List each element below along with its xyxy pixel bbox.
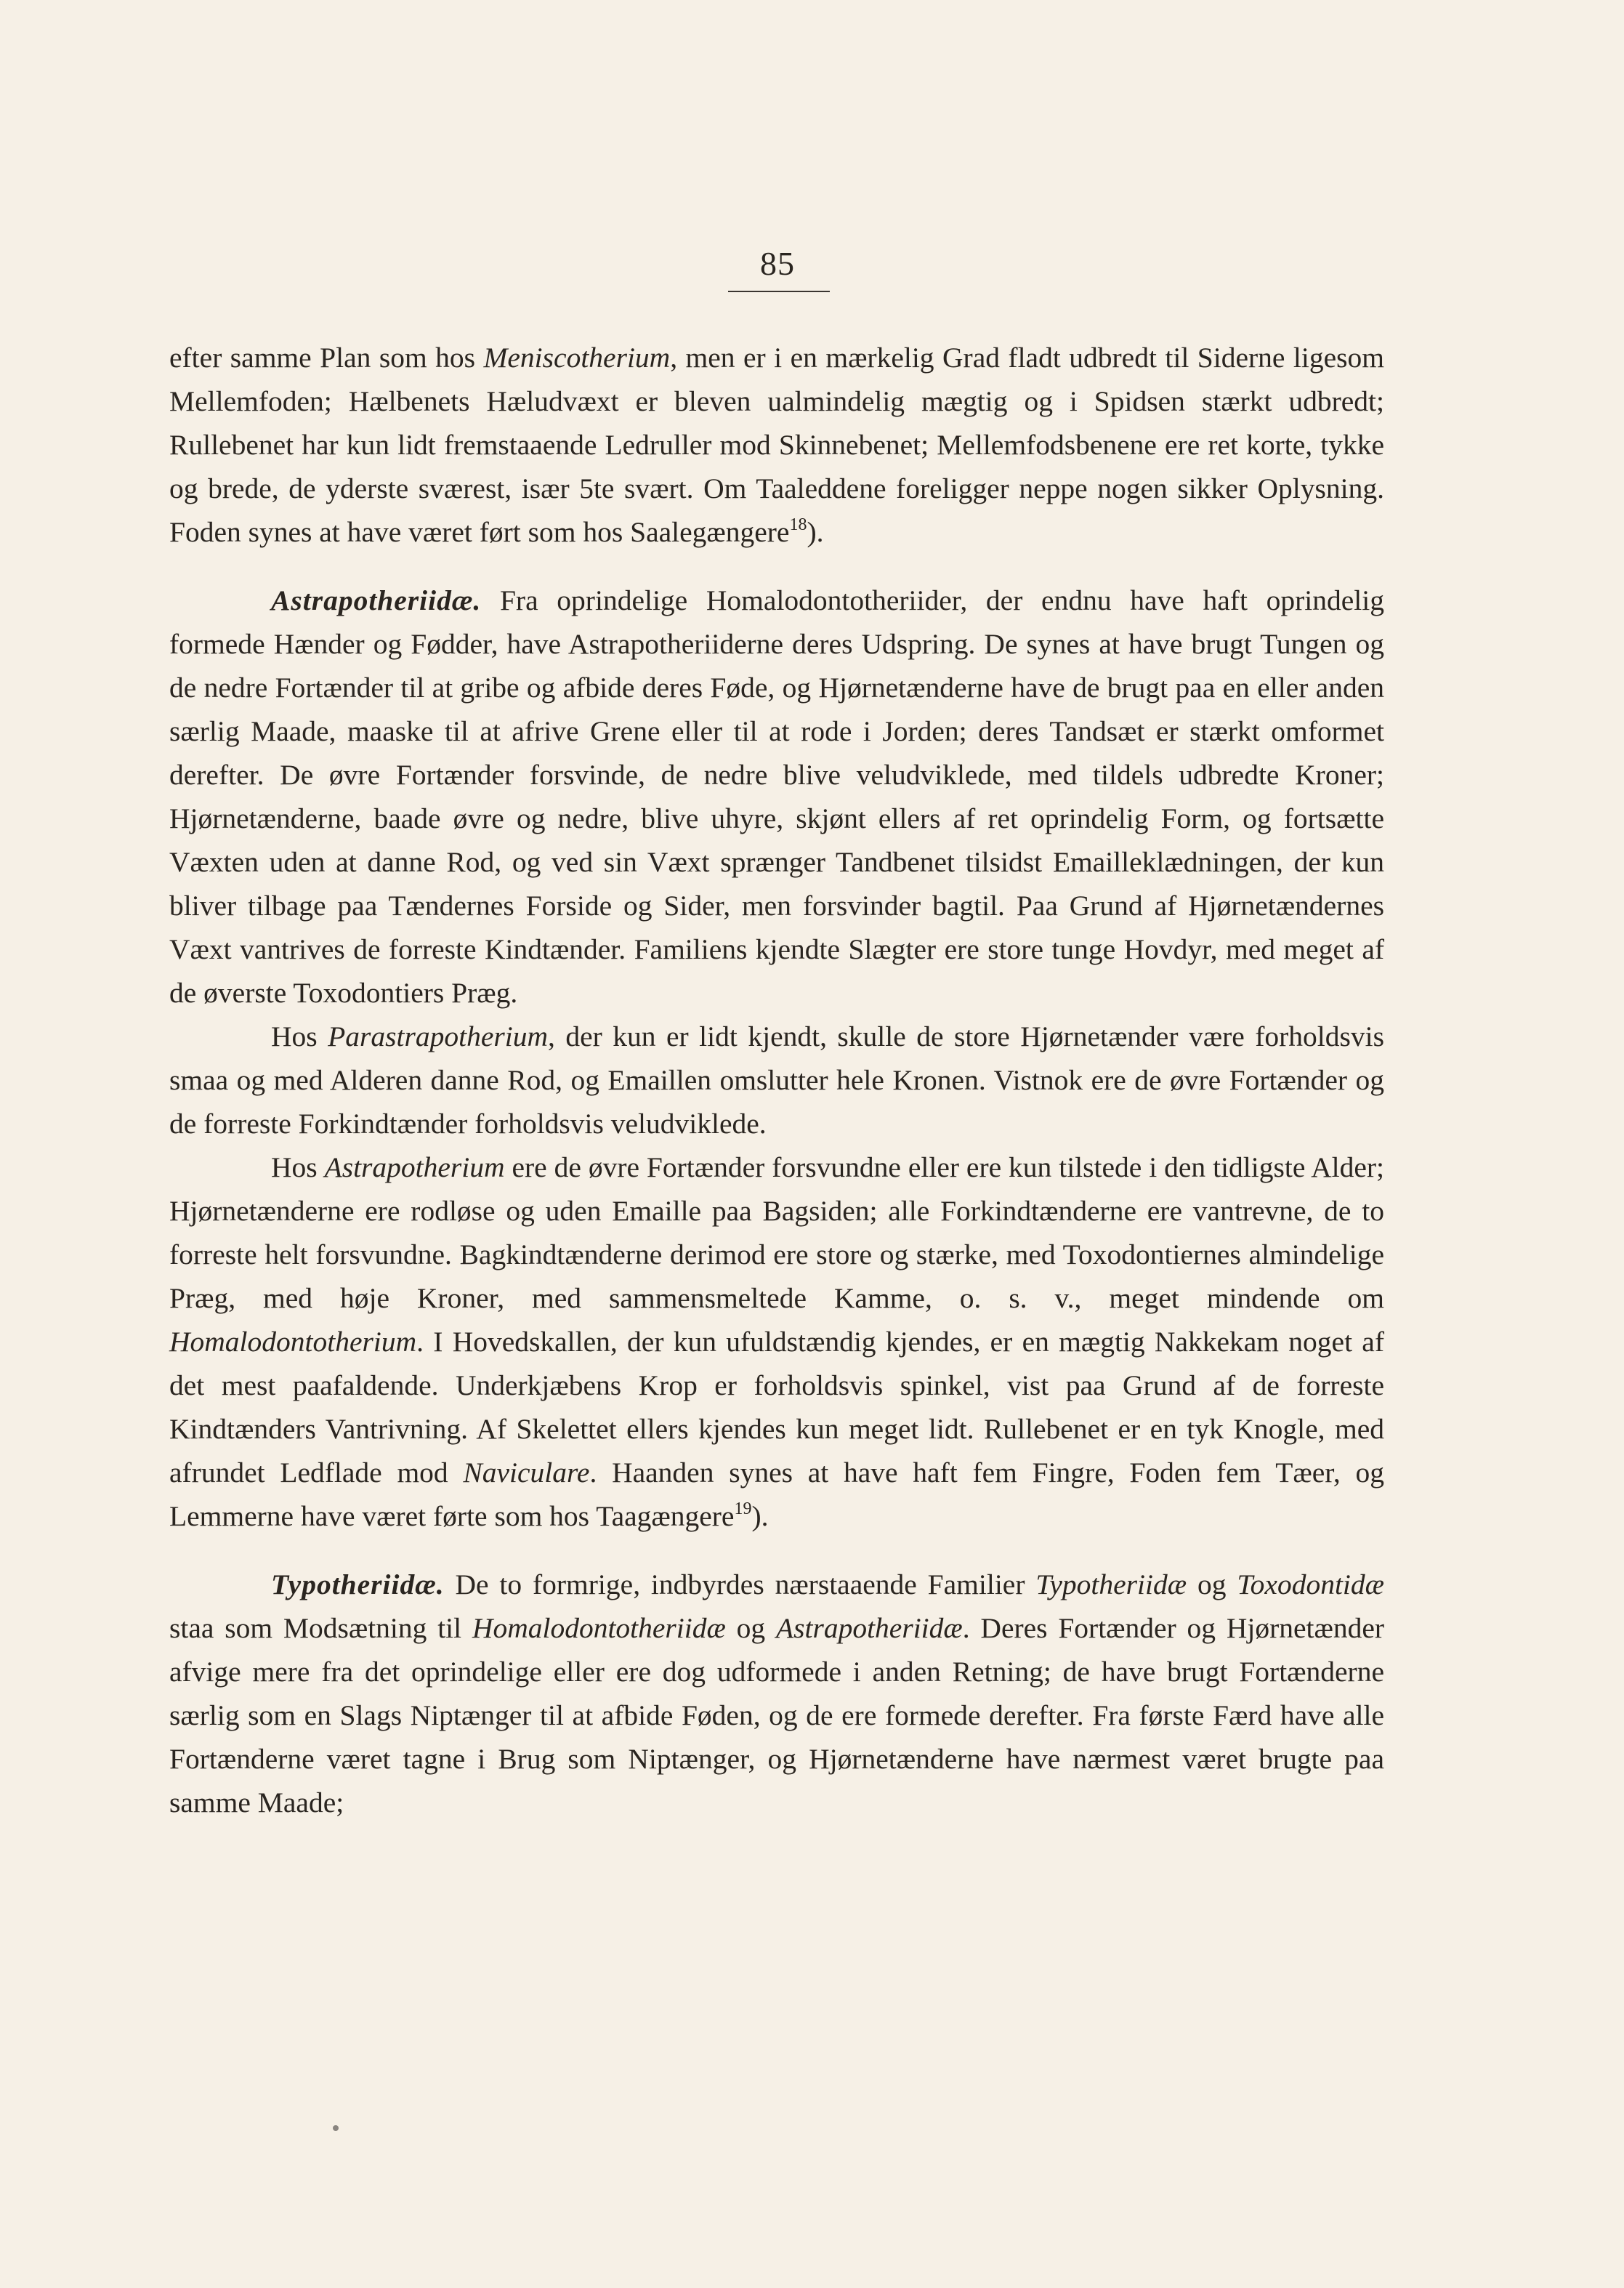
page-number: 85 (760, 245, 795, 282)
paragraph-p1 (169, 336, 1384, 554)
text-run: og (725, 1612, 776, 1644)
text-run: . Deres Fortænder og Hjørnetænder afvige mere fra det oprindelige eller ere dog udformede i anden Retning; de have brugt Fortænderne særlig som en Slags Niptænger til at afbide Føden, og de ere formede derefter. Fra første Færd have alle Fortænderne været tagne i Brug som Niptænger, og Hjørnetænderne have nærmest været brugte paa samme Maade; (169, 1612, 1385, 1818)
italic-taxon: Toxodontidæ (1237, 1568, 1384, 1600)
italic-taxon: Typotheriidæ (1035, 1568, 1187, 1600)
italic-taxon: Naviculare (463, 1457, 590, 1489)
paragraph-p4 (169, 1145, 1384, 1538)
text-run: ). (751, 1500, 769, 1532)
italic-taxon: Meniscotherium (483, 342, 671, 374)
text-run: Hos (271, 1151, 325, 1183)
section-heading: Astrapotheriidæ. (271, 584, 482, 616)
text-run: . I Hovedskallen, der kun ufuldstændig kjendes, er en mægtig Nakkekam noget af det mest paafaldende. Underkjæbens Krop er forholdsvis spinkel, vist paa Grund af de forreste Kindtænders Vantrivning. Af Skelettet ellers kjendes kun meget lidt. Rullebenet er en tyk Knogle, med afrundet Ledflade mod (169, 1326, 1384, 1489)
italic-taxon: Astrapotherium (324, 1151, 505, 1183)
section-heading: Typotheriidæ. (271, 1568, 445, 1600)
paragraph-p3 (169, 1015, 1384, 1145)
page-number-rule (728, 291, 830, 292)
footnote-ref: 18 (789, 515, 807, 534)
text-run: efter samme Plan som hos (169, 342, 484, 374)
text-run: . Haanden synes at have haft fem Fingre, Foden fem Tæer, og Lemmerne have været førte som hos Taagængere (169, 1457, 1384, 1532)
paper-speck (333, 2125, 339, 2131)
text-run: ). (807, 516, 824, 548)
footnote-ref: 19 (734, 1499, 752, 1518)
text-run: , men er i en mærkelig Grad fladt udbredt til Siderne ligesom Mellemfoden; Hælbenets Hæludvæxt er bleven ualmindelig mægtig og i Spidsen stærkt udbredt; Rullebenet har kun lidt fremstaaende Ledruller mod Skinnebenet; Mellemfodsbenene ere ret korte, tykke og brede, de yderste sværest, især 5te svært. Om Taaleddene foreligger neppe nogen sikker Oplysning. Foden synes at have været ført som hos Saalegængere (169, 342, 1384, 548)
text-run: staa som Modsætning til (169, 1612, 472, 1644)
body-text (169, 336, 1384, 1824)
paragraph-p2 (169, 579, 1384, 1015)
italic-taxon: Homalodontotherium (169, 1326, 417, 1358)
text-run: , der kun er lidt kjendt, skulle de store Hjørnetænder være forholdsvis smaa og med Alderen danne Rod, og Emaillen omslutter hele Kronen. Vistnok ere de øvre Fortænder og de forreste Forkindtænder forholdsvis veludviklede. (169, 1020, 1384, 1140)
italic-taxon: Homalodontotheriidæ (472, 1612, 726, 1644)
text-run: Fra oprindelige Homalodontotheriider, der endnu have haft oprindelig formede Hænder og Fødder, have Astrapotheriiderne deres Udspring. De synes at have brugt Tungen og de nedre Fortænder til at gribe og afbide deres Føde, og Hjørnetænderne have de brugt paa en eller anden særlig Maade, maaske til at afrive Grene eller til at rode i Jorden; deres Tandsæt er stærkt omformet derefter. De øvre Fortænder forsvinde, de nedre blive veludviklede, med tildels udbredte Kroner; Hjørnetænderne, baade øvre og nedre, blive uhyre, skjønt ellers af ret oprindelig Form, og fortsætte Væxten uden at danne Rod, og ved sin Væxt sprænger Tandbenet tilsidst Emailleklædningen, der kun bliver tilbage paa Tændernes Forside og Sider, men forsvinder bagtil. Paa Grund af Hjørnetændernes Væxt vantrives de forreste Kindtænder. Familiens kjendte Slægter ere store tunge Hovdyr, med meget af de øverste Toxodontiers Præg. (169, 584, 1384, 1009)
text-run: De to formrige, indbyrdes nærstaaende Familier (444, 1568, 1036, 1600)
text-run: og (1187, 1568, 1237, 1600)
text-run: ere de øvre Fortænder forsvundne eller ere kun tilstede i den tidligste Alder; Hjørnetænderne ere rodløse og uden Emaille paa Bagsiden; alle Forkindtænderne ere vantrevne, de to forreste helt forsvundne. Bagkindtænderne derimod ere store og stærke, med Toxodontiernes almindelige Præg, med høje Kroner, med sammensmeltede Kamme, o. s. v., meget mindende om (169, 1151, 1384, 1314)
paragraph-p5 (169, 1563, 1384, 1824)
italic-taxon: Astrapotheriidæ (775, 1612, 963, 1644)
italic-taxon: Parastrapotherium (328, 1020, 548, 1052)
text-run: Hos (271, 1020, 328, 1052)
